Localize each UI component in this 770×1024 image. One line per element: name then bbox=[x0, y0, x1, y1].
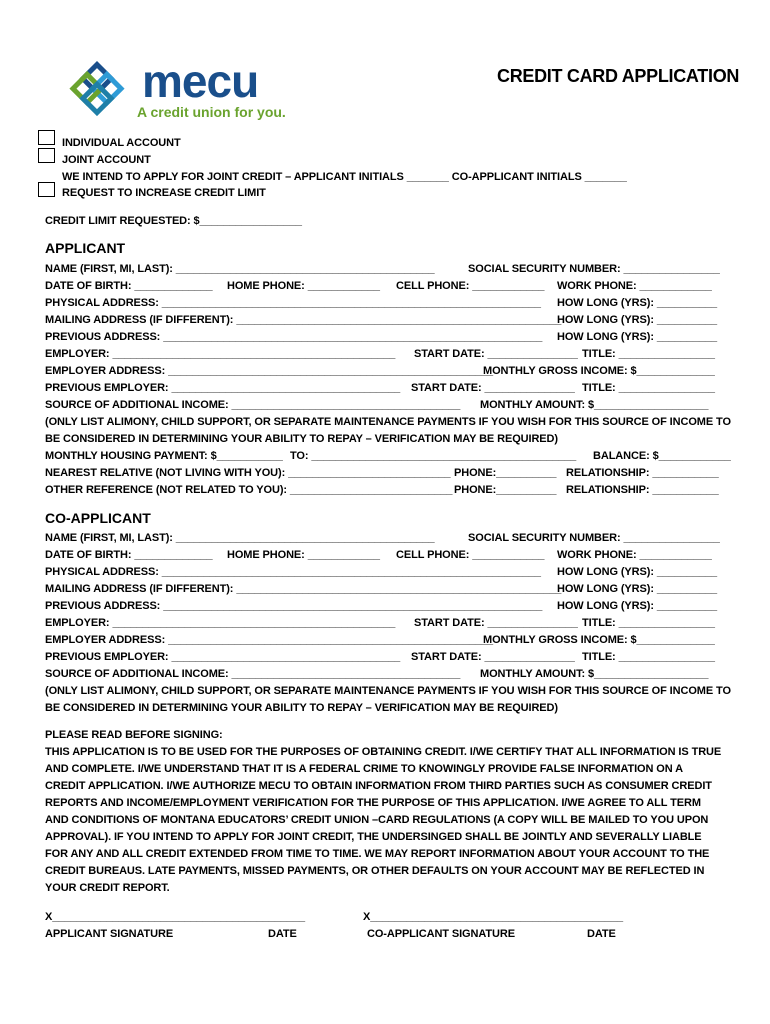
co-applicant-previous-years-field[interactable]: HOW LONG (YRS): __________ bbox=[557, 600, 718, 612]
co-applicant-title-field[interactable]: TITLE: ________________ bbox=[582, 617, 715, 629]
joint-account-label: JOINT ACCOUNT bbox=[62, 154, 151, 166]
co-applicant-home-phone-field[interactable]: HOME PHONE: ____________ bbox=[227, 549, 380, 561]
applicant-housing-payment-field[interactable]: MONTHLY HOUSING PAYMENT: $___________ bbox=[45, 450, 283, 462]
applicant-mailing-years-field[interactable]: HOW LONG (YRS): __________ bbox=[557, 314, 718, 326]
individual-account-label: INDIVIDUAL ACCOUNT bbox=[62, 137, 181, 149]
mecu-logo bbox=[57, 55, 287, 120]
joint-credit-initials-field[interactable]: WE INTEND TO APPLY FOR JOINT CREDIT – APPLICANT INITIALS _______ CO-APPLICANT INITIALS _______ bbox=[62, 171, 627, 183]
applicant-additional-income-field[interactable]: SOURCE OF ADDITIONAL INCOME: ______________________________________ bbox=[45, 399, 461, 411]
applicant-home-phone-field[interactable]: HOME PHONE: ____________ bbox=[227, 280, 380, 292]
applicant-ssn-field[interactable]: SOCIAL SECURITY NUMBER: ________________ bbox=[468, 263, 720, 275]
co-applicant-dob-field[interactable]: DATE OF BIRTH: _____________ bbox=[45, 549, 213, 561]
co-applicant-physical-years-field[interactable]: HOW LONG (YRS): __________ bbox=[557, 566, 718, 578]
joint-account-checkbox[interactable] bbox=[38, 148, 55, 163]
co-applicant-monthly-amount-field[interactable]: MONTHLY AMOUNT: $___________________ bbox=[480, 668, 709, 680]
brand-tagline: A credit union for you. bbox=[137, 104, 286, 120]
co-applicant-date-label: DATE bbox=[587, 928, 616, 940]
applicant-previous-years-field[interactable]: HOW LONG (YRS): __________ bbox=[557, 331, 718, 343]
co-applicant-signature-label: CO-APPLICANT SIGNATURE bbox=[367, 928, 515, 940]
co-applicant-physical-address-field[interactable]: PHYSICAL ADDRESS: _______________________________________________________________ bbox=[45, 566, 541, 578]
co-applicant-gross-income-field[interactable]: MONTHLY GROSS INCOME: $_____________ bbox=[483, 634, 715, 646]
co-applicant-employer-field[interactable]: EMPLOYER: _______________________________________________ bbox=[45, 617, 396, 629]
individual-account-checkbox[interactable] bbox=[38, 130, 55, 145]
applicant-previous-start-date-field[interactable]: START DATE: _______________ bbox=[411, 382, 575, 394]
applicant-reference-field[interactable]: OTHER REFERENCE (NOT RELATED TO YOU): ___________________________ bbox=[45, 484, 453, 496]
page-title: CREDIT CARD APPLICATION bbox=[497, 66, 740, 86]
applicant-employer-address-field[interactable]: EMPLOYER ADDRESS: ______________________________________________________ bbox=[45, 365, 494, 377]
mecu-logo-mark-icon bbox=[57, 60, 137, 120]
applicant-start-date-field[interactable]: START DATE: _______________ bbox=[414, 348, 578, 360]
applicant-cell-phone-field[interactable]: CELL PHONE: ____________ bbox=[396, 280, 545, 292]
applicant-heading: APPLICANT bbox=[45, 240, 126, 256]
applicant-name-field[interactable]: NAME (FIRST, MI, LAST): ___________________________________________ bbox=[45, 263, 435, 275]
co-applicant-previous-start-date-field[interactable]: START DATE: _______________ bbox=[411, 651, 575, 663]
co-applicant-ssn-field[interactable]: SOCIAL SECURITY NUMBER: ________________ bbox=[468, 532, 720, 544]
applicant-previous-title-field[interactable]: TITLE: ________________ bbox=[582, 382, 715, 394]
co-applicant-income-note-line1: (ONLY LIST ALIMONY, CHILD SUPPORT, OR SEPARATE MAINTENANCE PAYMENTS IF YOU WISH FOR THIS SOURCE OF INCOME TO bbox=[45, 685, 731, 697]
co-applicant-income-note-line2: BE CONSIDERED IN DETERMINING YOUR ABILITY TO REPAY – VERIFICATION MAY BE REQUIRED) bbox=[45, 702, 558, 714]
co-applicant-additional-income-field[interactable]: SOURCE OF ADDITIONAL INCOME: ______________________________________ bbox=[45, 668, 461, 680]
co-applicant-signature-line[interactable]: X__________________________________________ bbox=[363, 911, 623, 923]
applicant-housing-to-field[interactable]: TO: ____________________________________________ bbox=[290, 450, 577, 462]
disclosure-heading: PLEASE READ BEFORE SIGNING: bbox=[45, 729, 223, 741]
applicant-income-note-line2: BE CONSIDERED IN DETERMINING YOUR ABILITY TO REPAY – VERIFICATION MAY BE REQUIRED) bbox=[45, 433, 558, 445]
applicant-date-label: DATE bbox=[268, 928, 297, 940]
applicant-balance-field[interactable]: BALANCE: $____________ bbox=[593, 450, 731, 462]
applicant-dob-field[interactable]: DATE OF BIRTH: _____________ bbox=[45, 280, 213, 292]
applicant-reference-phone-field[interactable]: PHONE:__________ bbox=[454, 484, 557, 496]
applicant-mailing-address-field[interactable]: MAILING ADDRESS (IF DIFFERENT): ______________________________________________________ bbox=[45, 314, 562, 326]
co-applicant-mailing-years-field[interactable]: HOW LONG (YRS): __________ bbox=[557, 583, 718, 595]
applicant-gross-income-field[interactable]: MONTHLY GROSS INCOME: $_____________ bbox=[483, 365, 715, 377]
applicant-signature-line[interactable]: X__________________________________________ bbox=[45, 911, 305, 923]
applicant-employer-field[interactable]: EMPLOYER: _______________________________________________ bbox=[45, 348, 396, 360]
applicant-title-field[interactable]: TITLE: ________________ bbox=[582, 348, 715, 360]
applicant-physical-address-field[interactable]: PHYSICAL ADDRESS: _______________________________________________________________ bbox=[45, 297, 541, 309]
co-applicant-name-field[interactable]: NAME (FIRST, MI, LAST): ___________________________________________ bbox=[45, 532, 435, 544]
co-applicant-previous-employer-field[interactable]: PREVIOUS EMPLOYER: ______________________________________ bbox=[45, 651, 401, 663]
brand-name: mecu bbox=[142, 55, 259, 107]
applicant-reference-relationship-field[interactable]: RELATIONSHIP: ___________ bbox=[566, 484, 719, 496]
co-applicant-mailing-address-field[interactable]: MAILING ADDRESS (IF DIFFERENT): ______________________________________________________ bbox=[45, 583, 562, 595]
co-applicant-start-date-field[interactable]: START DATE: _______________ bbox=[414, 617, 578, 629]
increase-limit-checkbox[interactable] bbox=[38, 182, 55, 197]
applicant-previous-address-field[interactable]: PREVIOUS ADDRESS: _______________________________________________________________ bbox=[45, 331, 543, 343]
co-applicant-work-phone-field[interactable]: WORK PHONE: ____________ bbox=[557, 549, 712, 561]
co-applicant-employer-address-field[interactable]: EMPLOYER ADDRESS: ______________________________________________________ bbox=[45, 634, 494, 646]
applicant-relative-relationship-field[interactable]: RELATIONSHIP: ___________ bbox=[566, 467, 719, 479]
co-applicant-cell-phone-field[interactable]: CELL PHONE: ____________ bbox=[396, 549, 545, 561]
co-applicant-previous-title-field[interactable]: TITLE: ________________ bbox=[582, 651, 715, 663]
applicant-previous-employer-field[interactable]: PREVIOUS EMPLOYER: ______________________________________ bbox=[45, 382, 401, 394]
applicant-work-phone-field[interactable]: WORK PHONE: ____________ bbox=[557, 280, 712, 292]
disclosure-body: THIS APPLICATION IS TO BE USED FOR THE PURPOSES OF OBTAINING CREDIT. I/WE CERTIFY THAT ALL INFORMATION IS TRUE AND COMPLETE. I/WE UNDERSTAND THAT IT IS A FEDERAL CRIME TO KNOWINGLY PROVIDE FALSE INFORMATION ON A CREDIT APPLICATION. I/WE AUTHORIZE MECU TO OBTAIN INFORMATION FROM THIRD PARTIES SUCH AS CONSUMER CREDIT REPORTS AND INCOME/EMPLOYMENT VERIFICATION FOR THE PURPOSE OF THIS APPLICATION. I/WE AGREE TO ALL TERM AND CONDITIONS OF MONTANA EDUCATORS’ CREDIT UNION –CARD REGULATIONS (A COPY WILL BE MAILED TO YOU UPON APPROVAL). IF YOU INTEND TO APPLY FOR JOINT CREDIT, THE UNDERSINGED SHALL BE JOINTLY AND SEVERALLY LIABLE FOR ANY AND ALL CREDIT EXTENDED FROM TIME TO TIME. WE MAY REPORT INFORMATION ABOUT YOUR ACCOUNT TO THE CREDIT BUREAUS. LATE PAYMENTS, MISSED PAYMENTS, OR OTHER DEFAULTS ON YOUR ACCOUNT MAY BE REFLECTED IN YOUR CREDIT REPORT. bbox=[45, 746, 722, 894]
applicant-physical-years-field[interactable]: HOW LONG (YRS): __________ bbox=[557, 297, 718, 309]
increase-limit-label: REQUEST TO INCREASE CREDIT LIMIT bbox=[62, 187, 266, 199]
applicant-relative-phone-field[interactable]: PHONE:__________ bbox=[454, 467, 557, 479]
co-applicant-previous-address-field[interactable]: PREVIOUS ADDRESS: _______________________________________________________________ bbox=[45, 600, 543, 612]
applicant-relative-field[interactable]: NEAREST RELATIVE (NOT LIVING WITH YOU): ___________________________ bbox=[45, 467, 451, 479]
applicant-signature-label: APPLICANT SIGNATURE bbox=[45, 928, 174, 940]
credit-limit-field[interactable]: CREDIT LIMIT REQUESTED: $_________________ bbox=[45, 215, 302, 227]
applicant-monthly-amount-field[interactable]: MONTHLY AMOUNT: $___________________ bbox=[480, 399, 709, 411]
applicant-income-note-line1: (ONLY LIST ALIMONY, CHILD SUPPORT, OR SEPARATE MAINTENANCE PAYMENTS IF YOU WISH FOR THIS SOURCE OF INCOME TO bbox=[45, 416, 731, 428]
co-applicant-heading: CO-APPLICANT bbox=[45, 510, 151, 526]
